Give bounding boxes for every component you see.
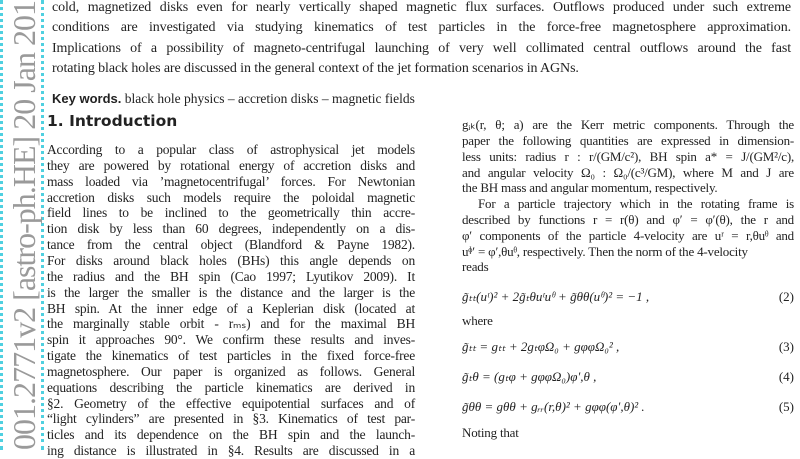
equation: [462, 369, 794, 385]
abstract-line: rotating black holes are discussed in the general context of the jet formation scenarios in AGNs.: [52, 61, 579, 76]
abstract-line: Implications of a possibility of magneto-centrifugal launching of very well collimated central outflows around the fast: [52, 41, 791, 56]
body-text-line: is the larger the smaller is the distance and the larger is the: [47, 284, 415, 300]
body-text-line: tion disk by less than 60 degrees, independently on a dis-: [47, 221, 415, 237]
equation-number: (4): [778, 369, 794, 384]
body-text-line: spin it approaches 90°. We confirm these results and inves-: [47, 332, 415, 348]
abstract-line: cold, magnetized disks even for nearly vertically shaped magnetic flux surfaces. Outflows produced under such extreme: [52, 0, 791, 15]
abstract-line: conditions are investigated via studying kinematics of test particles in the force-free magnetosphere approximation.: [52, 20, 791, 35]
section-title: 1. Introduction: [47, 112, 178, 130]
equation-body: g̃θθ = gθθ + gᵣᵣ(r,θ)² + gφφ(φ′,θ)² .: [462, 399, 645, 414]
body-text-line: described by functions r = r(θ) and φ′ = φ′(θ), the r and: [462, 211, 794, 227]
body-text-line: Noting that: [462, 425, 519, 440]
body-text-line: According to a popular class of astrophysical jet models: [47, 142, 415, 157]
arxiv-id-text: 001.2771v2 [astro-ph.HE] 20 Jan 201: [6, 0, 42, 450]
equation: [462, 289, 794, 305]
body-text-line: less units: radius r : r/(GM/c²), BH spin a* = J/(GM²/c),: [462, 148, 794, 164]
body-text-line: and angular velocity Ω₀ : Ω₀/(c³/GM), where M and J are: [462, 164, 794, 180]
body-text-line: paper the following quantities are expressed in dimension-: [462, 132, 794, 148]
body-text-line: field lines to be inclined to the geometrically thin accre-: [47, 205, 415, 221]
body-text-line: tance from the central object (Blandford & Payne 1982).: [47, 237, 415, 253]
body-text-line: they are powered by rotational energy of accretion disks and: [47, 157, 415, 173]
body-text-line: BH spin. At the inner edge of a Keplerian disk (located at: [47, 300, 415, 316]
body-text-line: “light cylinders” are presented in §3. Kinematics of test par-: [47, 411, 415, 427]
body-text-line: gᵢₖ(r, θ; a) are the Kerr metric components. Through the: [462, 117, 794, 132]
equation-body: g̃ₜθ = (gₜφ + gφφΩ₀)φ′,θ ,: [462, 369, 597, 384]
equation: [462, 339, 794, 355]
body-text-line: ticles and its dependence on the BH spin and the launch-: [47, 427, 415, 443]
keywords-label: Key words.: [52, 91, 122, 106]
keywords-text: black hole physics – accretion disks – magnetic fields: [124, 91, 415, 106]
body-text-line: where: [462, 313, 493, 328]
body-text-line: For disks around black holes (BHs) this angle depends on: [47, 252, 415, 268]
arxiv-identifier-stamp: [2, 0, 42, 450]
body-text-line: the radius and the BH spin (Cao 1997; Lyutikov 2009). It: [47, 268, 415, 284]
body-text-line: accretion disks such models require the poloidal magnetic: [47, 189, 415, 205]
equation-body: g̃ₜₜ = gₜₜ + 2gₜφΩ₀ + gφφΩ₀² ,: [462, 339, 620, 354]
body-text-line: mass loaded via ’magnetocentrifugal’ forces. For Newtonian: [47, 173, 415, 189]
equation-number: (2): [778, 289, 794, 304]
body-text-line: uᶲ′ = φ′,θuᶿ, respectively. Then the norm of the 4-velocity: [462, 243, 748, 259]
equation: [462, 399, 794, 415]
body-text-line: equations describing the particle kinematics are derived in: [47, 379, 415, 395]
body-text-line: reads: [462, 259, 489, 275]
body-text-line: For a particle trajectory which in the rotating frame is: [478, 196, 794, 211]
body-text-line: φ′ components of the particle 4-velocity are uʳ = r,θuᶿ and: [462, 227, 794, 243]
body-text-line: §2. Geometry of the effective equipotential surfaces and of: [47, 395, 415, 411]
body-text-line: the marginally stable orbit - rₘₛ) and for the maximal BH: [47, 316, 415, 332]
equation-body: g̃ₜₜ(uᵗ)² + 2g̃ₜθuᵗuᶿ + g̃θθ(uᶿ)² = −1 ,: [462, 289, 650, 304]
equation-number: (3): [778, 339, 794, 354]
body-text-line: magnetosphere. Our paper is organized as follows. General: [47, 363, 415, 379]
body-text-line: ing distance is illustrated in §4. Results are discussed in a: [47, 443, 415, 459]
keywords: [52, 91, 415, 107]
body-text-line: tigate the kinematics of test particles in the fixed force-free: [47, 348, 415, 364]
equation-number: (5): [778, 399, 794, 414]
body-text-line: the BH mass and angular momentum, respectively.: [462, 180, 718, 196]
